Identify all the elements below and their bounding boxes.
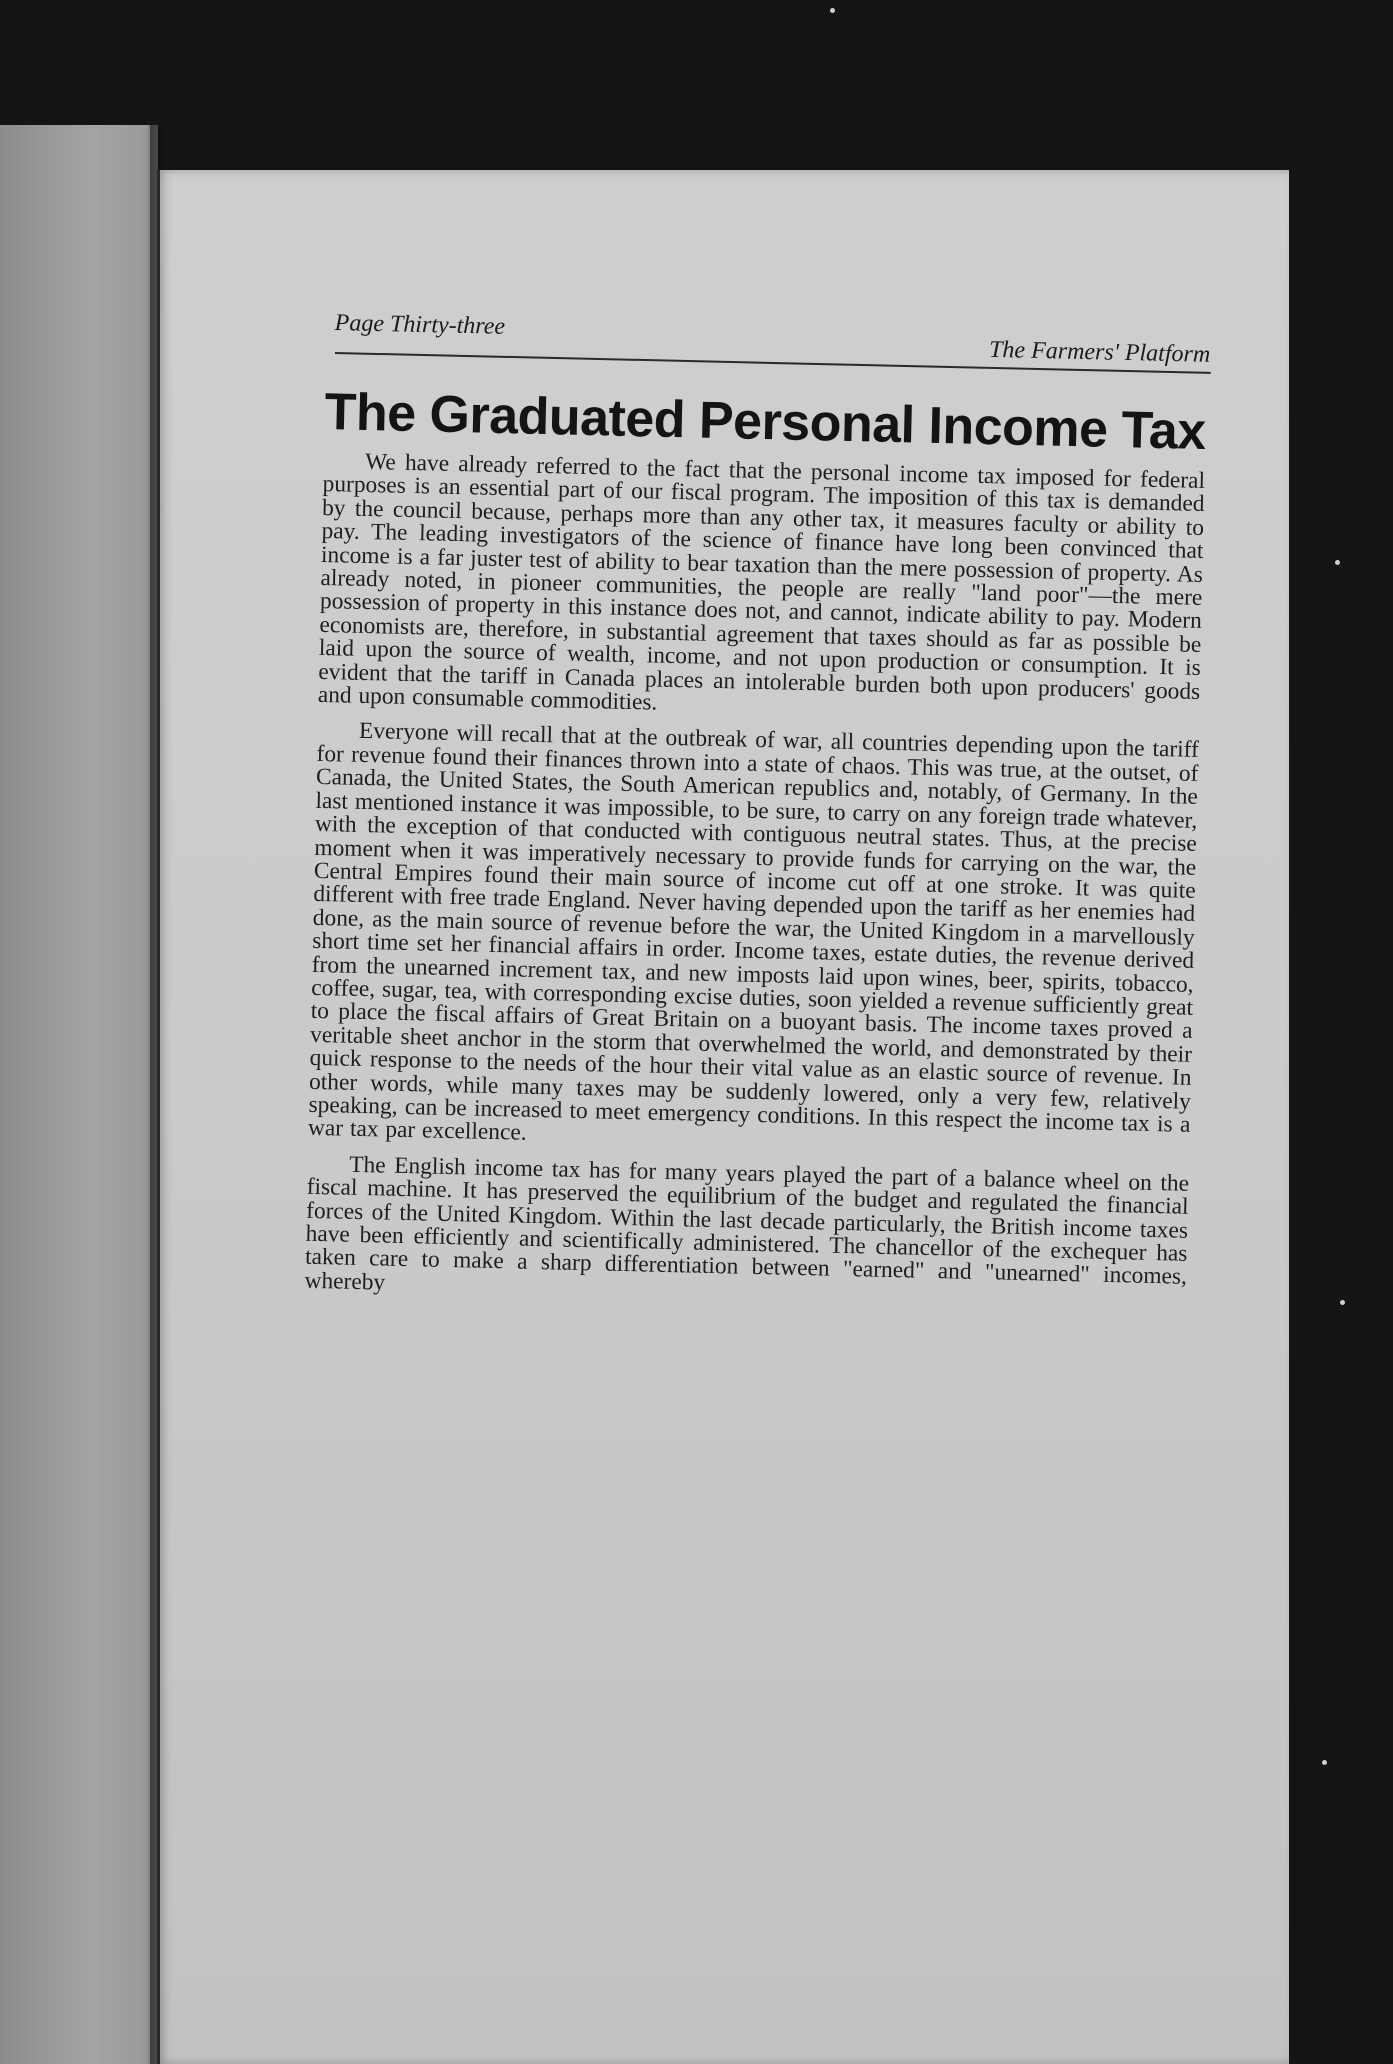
facing-page-edge [0, 125, 158, 2064]
paragraph-2: Everyone will recall that at the outbreak of war, all countries depending upon the tariff for revenue found their finances thrown into a state of chaos. This was true, at the outset, of Canada, the United States, the South American republics and, notably, of Germany. In the last mentioned instance it was impossible, to be sure, to carry on any foreign trade whatever, with the exception of that conducted with contiguous neutral states. Thus, at the precise moment when it was imperatively necessary to provide funds for carrying on the war, the Central Empires found their main source of income cut off at one stroke. It was quite different with free trade England. Never having depended upon the tariff as her enemies had done, as the main source of revenue before the war, the United Kingdom in a marvellously short time set her financial affairs in order. Income taxes, estate duties, the revenue derived from the unearned increment tax, and new imposts laid upon wines, beer, spirits, tobacco, coffee, sugar, tea, with corresponding excise duties, soon yielded a revenue sufficiently great to place the fiscal affairs of Great Britain on a buoyant basis. The income taxes proved a veritable sheet anchor in the storm that overwhelmed the world, and demonstrated by their quick response to the needs of the hour their vital value as an elastic source of revenue. In other words, while many taxes may be suddenly lowered, only a very few, relatively speaking, can be increased to meet emergency conditions. In this respect the income tax is a war tax par excellence. [307, 718, 1200, 1147]
book-page [157, 170, 1289, 2064]
publication-title: The Farmers' Platform [988, 336, 1211, 368]
paragraph-3: The English income tax has for many years played the part of a balance wheel on the fiscal machine. It has preserved the equilibrium of the budget and regulated the financial forces of the United Kingdom. Within the last decade particularly, the British income taxes have been efficiently and scientifically administered. The chancellor of the exchequer has taken care to make a sharp differentiation between "earned" and "unearned" incomes, whereby [304, 1151, 1190, 1296]
page-edge-line [157, 170, 160, 2064]
paragraph-1: We have already referred to the fact that the personal income tax imposed for federal purposes is an essential part of our fiscal program. The imposition of this tax is demanded by the council because, perhaps more than any other tax, it measures faculty or ability to pay. The leading investigators of the science of finance have long been convinced that income is a far juster test of ability to bear taxation than the mere possession of property. As already noted, in pioneer communities, the people are really "land poor"—the mere possession of property in this instance does not, and cannot, indicate ability to pay. Modern economists are, therefore, in substantial agreement that taxes should as far as possible be laid upon the source of wealth, income, and not upon production or consumption. It is evident that the tariff in Canada places an intolerable burden both upon producers' goods and upon consumable commodities. [317, 448, 1206, 716]
dust-speck [830, 8, 835, 13]
dust-speck [1335, 560, 1340, 565]
dust-speck [1340, 1300, 1345, 1305]
page-number-label: Page Thirty-three [334, 310, 506, 340]
article-title: The Graduated Personal Income Tax [324, 383, 1207, 461]
dust-speck [1322, 1760, 1327, 1765]
article-body [304, 382, 1207, 1325]
running-head [334, 310, 1211, 374]
